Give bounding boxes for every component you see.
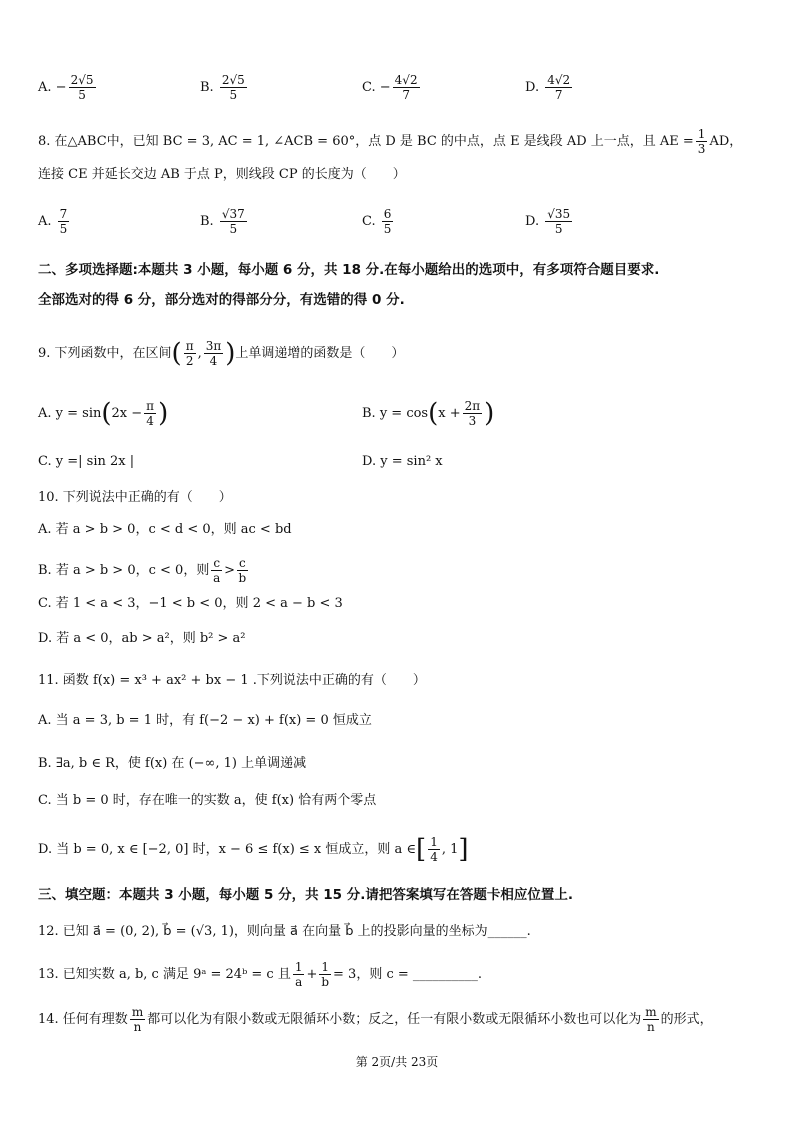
- q10-option-b: B. 若 a > b > 0，c < 0，则 $\frac{c}{a}$ > $\frac{c}{b}$: [38, 556, 247, 585]
- fraction: $\frac{√35}{5}$: [547, 207, 571, 236]
- q9-option-c: C. y =| sin 2x |: [38, 454, 135, 469]
- fraction: $\frac{2\pi}{3}$: [464, 399, 481, 428]
- q11-option-d: D. 当 b = 0, x ∈ [−2, 0] 时，x − 6 ≤ f(x) ≤ x 恒成立，则 a ∈[ $\frac{1}{4}$ , 1]: [38, 834, 469, 865]
- fraction: $\frac{1}{a}$: [294, 960, 303, 989]
- q7-option-a: A. − $\frac{2√5}{5}$: [38, 73, 94, 102]
- fraction: $\frac{m}{n}$: [131, 1006, 144, 1033]
- q9-option-a: A. y = sin(2x − $\frac{\pi}{4}$ ): [38, 398, 169, 429]
- fraction: $\frac{4√2}{7}$: [394, 73, 418, 102]
- fraction: $\frac{1}{3}$: [697, 127, 706, 156]
- fraction: $\frac{6}{5}$: [383, 207, 392, 236]
- fraction: $\frac{3\pi}{4}$: [205, 339, 222, 368]
- fraction: $\frac{c}{a}$: [213, 556, 221, 585]
- q10-option-d: D. 若 a < 0，ab > a²，则 b² > a²: [38, 631, 246, 646]
- fraction: $\frac{\pi}{2}$: [185, 339, 194, 368]
- fraction: $\frac{m}{n}$: [645, 1006, 657, 1033]
- section2-heading-line2: 全部选对的得 6 分，部分选对的得部分分，有选错的得 0 分.: [38, 292, 405, 308]
- q11-option-c: C. 当 b = 0 时，存在唯一的实数 a，使 f(x) 恰有两个零点: [38, 793, 377, 808]
- q7-option-b: B. $\frac{2√5}{5}$: [200, 73, 245, 102]
- q9-option-b: B. y = cos(x + $\frac{2\pi}{3}$ ): [362, 398, 495, 429]
- q8-option-b: B. $\frac{√37}{5}$: [200, 207, 245, 236]
- q8-option-d: D. $\frac{√35}{5}$: [525, 207, 571, 236]
- q9-option-d: D. y = sin² x: [362, 454, 443, 469]
- fraction: $\frac{2√5}{5}$: [221, 73, 245, 102]
- q7-option-c: C. − $\frac{4√2}{7}$: [362, 73, 418, 102]
- section3-heading: 三、填空题：本题共 3 小题，每小题 5 分，共 15 分.请把答案填写在答题卡相应位置上.: [38, 887, 574, 903]
- q10-option-a: A. 若 a > b > 0，c < d < 0，则 ac < bd: [38, 522, 292, 537]
- fraction: $\frac{1}{b}$: [321, 960, 330, 989]
- q11-stem: 11. 函数 f(x) = x³ + ax² + bx − 1 .下列说法中正确的有（ ）: [38, 673, 426, 688]
- q12-stem: 12. 已知 a⃗ = (0, 2), b⃗ = (√3, 1)，则向量 a⃗ 在向量 b⃗ 上的投影向量的坐标为______.: [38, 924, 531, 939]
- q7-option-d: D. $\frac{4√2}{7}$: [525, 73, 571, 102]
- fraction: $\frac{1}{4}$: [430, 835, 438, 864]
- q11-option-a: A. 当 a = 3, b = 1 时，有 f(−2 − x) + f(x) = 0 恒成立: [38, 713, 372, 728]
- fraction: $\frac{√37}{5}$: [221, 207, 245, 236]
- q9-stem: 9. 下列函数中，在区间( $\frac{\pi}{2}$ , $\frac{3\pi}{4}$ )上单调递增的函数是（ ）: [38, 338, 405, 369]
- q8-stem-line2: 连接 CE 并延长交边 AB 于点 P，则线段 CP 的长度为（ ）: [38, 167, 406, 182]
- q8-option-a: A. $\frac{7}{5}$: [38, 207, 68, 236]
- fraction: $\frac{4√2}{7}$: [547, 73, 571, 102]
- fraction: $\frac{2√5}{5}$: [70, 73, 94, 102]
- q13-stem: 13. 已知实数 a, b, c 满足 9ᵃ = 24ᵇ = c 且 $\frac{1}{a}$ + $\frac{1}{b}$ = 3，则 c = __________.: [38, 960, 483, 989]
- page-footer: 第 2页/共 23页: [355, 1055, 439, 1069]
- fraction: $\frac{7}{5}$: [59, 207, 68, 236]
- q8-stem-line1: 8. 在△ABC中，已知 BC = 3, AC = 1, ∠ACB = 60°，点 D 是 BC 的中点，点 E 是线段 AD 上一点，且 AE = $\frac{1}{3}$ AD，: [38, 127, 743, 156]
- q8-option-c: C. $\frac{6}{5}$: [362, 207, 392, 236]
- q10-option-c: C. 若 1 < a < 3，−1 < b < 0，则 2 < a − b < 3: [38, 596, 343, 611]
- section2-heading-line1: 二、多项选择题:本题共 3 小题，每小题 6 分，共 18 分.在每小题给出的选项中，有多项符合题目要求.: [38, 262, 660, 278]
- fraction: $\frac{\pi}{4}$: [146, 399, 155, 428]
- q10-stem: 10. 下列说法中正确的有（ ）: [38, 490, 232, 505]
- q11-option-b: B. ∃a, b ∈ R，使 f(x) 在 (−∞, 1) 上单调递减: [38, 756, 307, 771]
- fraction: $\frac{c}{b}$: [238, 556, 247, 585]
- q14-stem: 14. 任何有理数 $\frac{m}{n}$ 都可以化为有限小数或无限循环小数；反之，任一有限小数或无限循环小数也可以化为 $\frac{m}{n}$ 的形式，: [38, 1006, 713, 1033]
